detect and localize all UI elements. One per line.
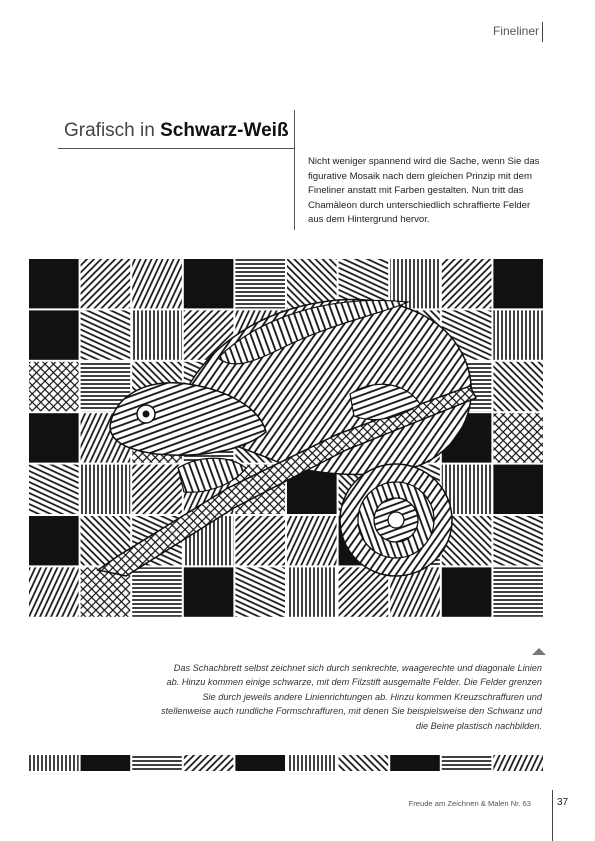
- hatched-square: [235, 259, 285, 308]
- hatched-square: [184, 755, 234, 771]
- hatched-square: [493, 310, 543, 359]
- hatched-square: [132, 310, 182, 359]
- hatched-square: [235, 516, 285, 565]
- hatched-square: [81, 310, 131, 359]
- hatched-square: [29, 362, 79, 411]
- hatched-square: [493, 567, 543, 616]
- black-square: [493, 259, 543, 308]
- hatched-square: [287, 755, 337, 771]
- section-label: Fineliner: [492, 24, 539, 38]
- title-vertical-rule: [294, 110, 295, 230]
- intro-paragraph: Nicht weniger spannend wird die Sache, wenn Sie das figurative Mosaik nach dem gleichen Prinzip mit dem Fineliner anstatt mit Farben gestalten. Nun tritt das Chamäleon durch unterschiedlich schraffierte Felder aus dem Hintergrund hervor.: [308, 156, 540, 226]
- black-square: [81, 755, 131, 771]
- caption-pointer-icon: [532, 648, 546, 655]
- black-square: [184, 259, 234, 308]
- hatched-square: [29, 755, 79, 771]
- hatched-square: [29, 465, 79, 514]
- hatched-square: [493, 413, 543, 462]
- black-square: [235, 755, 285, 771]
- hatched-square: [132, 755, 182, 771]
- chameleon-artwork: [28, 258, 544, 618]
- section-divider: [542, 22, 543, 42]
- title-light: Grafisch in: [64, 120, 161, 141]
- black-square: [493, 465, 543, 514]
- publication-name: Freude am Zeichnen & Malen Nr. 63: [408, 799, 531, 808]
- hatched-square: [339, 755, 389, 771]
- title-underline: [58, 148, 294, 149]
- black-square: [29, 413, 79, 462]
- hatched-square: [493, 516, 543, 565]
- black-square: [442, 567, 492, 616]
- checkerboard-strip: [28, 755, 544, 771]
- hatched-square: [29, 567, 79, 616]
- title-bold: Schwarz-Weiß: [160, 120, 289, 141]
- black-square: [184, 567, 234, 616]
- page-number: 37: [557, 797, 569, 808]
- hatched-square: [287, 567, 337, 616]
- hatched-square: [442, 755, 492, 771]
- hatched-square: [493, 362, 543, 411]
- black-square: [390, 755, 440, 771]
- hatched-square: [132, 259, 182, 308]
- hatched-square: [81, 465, 131, 514]
- hatched-square: [287, 516, 337, 565]
- footer-divider: [552, 790, 553, 841]
- hatched-square: [132, 567, 182, 616]
- hatched-square: [442, 259, 492, 308]
- black-square: [29, 310, 79, 359]
- article-title: [64, 120, 289, 142]
- hatched-square: [132, 465, 182, 514]
- hatched-square: [235, 567, 285, 616]
- hatched-square: [339, 567, 389, 616]
- black-square: [29, 259, 79, 308]
- image-caption: Das Schachbrett selbst zeichnet sich durch senkrechte, waagerechte und diagonale Linien ab. Hinzu kommen einige schwarze, mit dem Filzstift ausgemalte Felder. Die Felder grenzen Sie durch jeweils andere Linienrichtungen ab. Hinzu kommen Kreuzschraffuren und stellenweise auch rundliche Formschraffuren, mit denen Sie beispielsweise den Schwanz und die Beine plastisch nachbilden.: [161, 663, 542, 731]
- black-square: [29, 516, 79, 565]
- hatched-square: [493, 755, 543, 771]
- hatched-square: [81, 259, 131, 308]
